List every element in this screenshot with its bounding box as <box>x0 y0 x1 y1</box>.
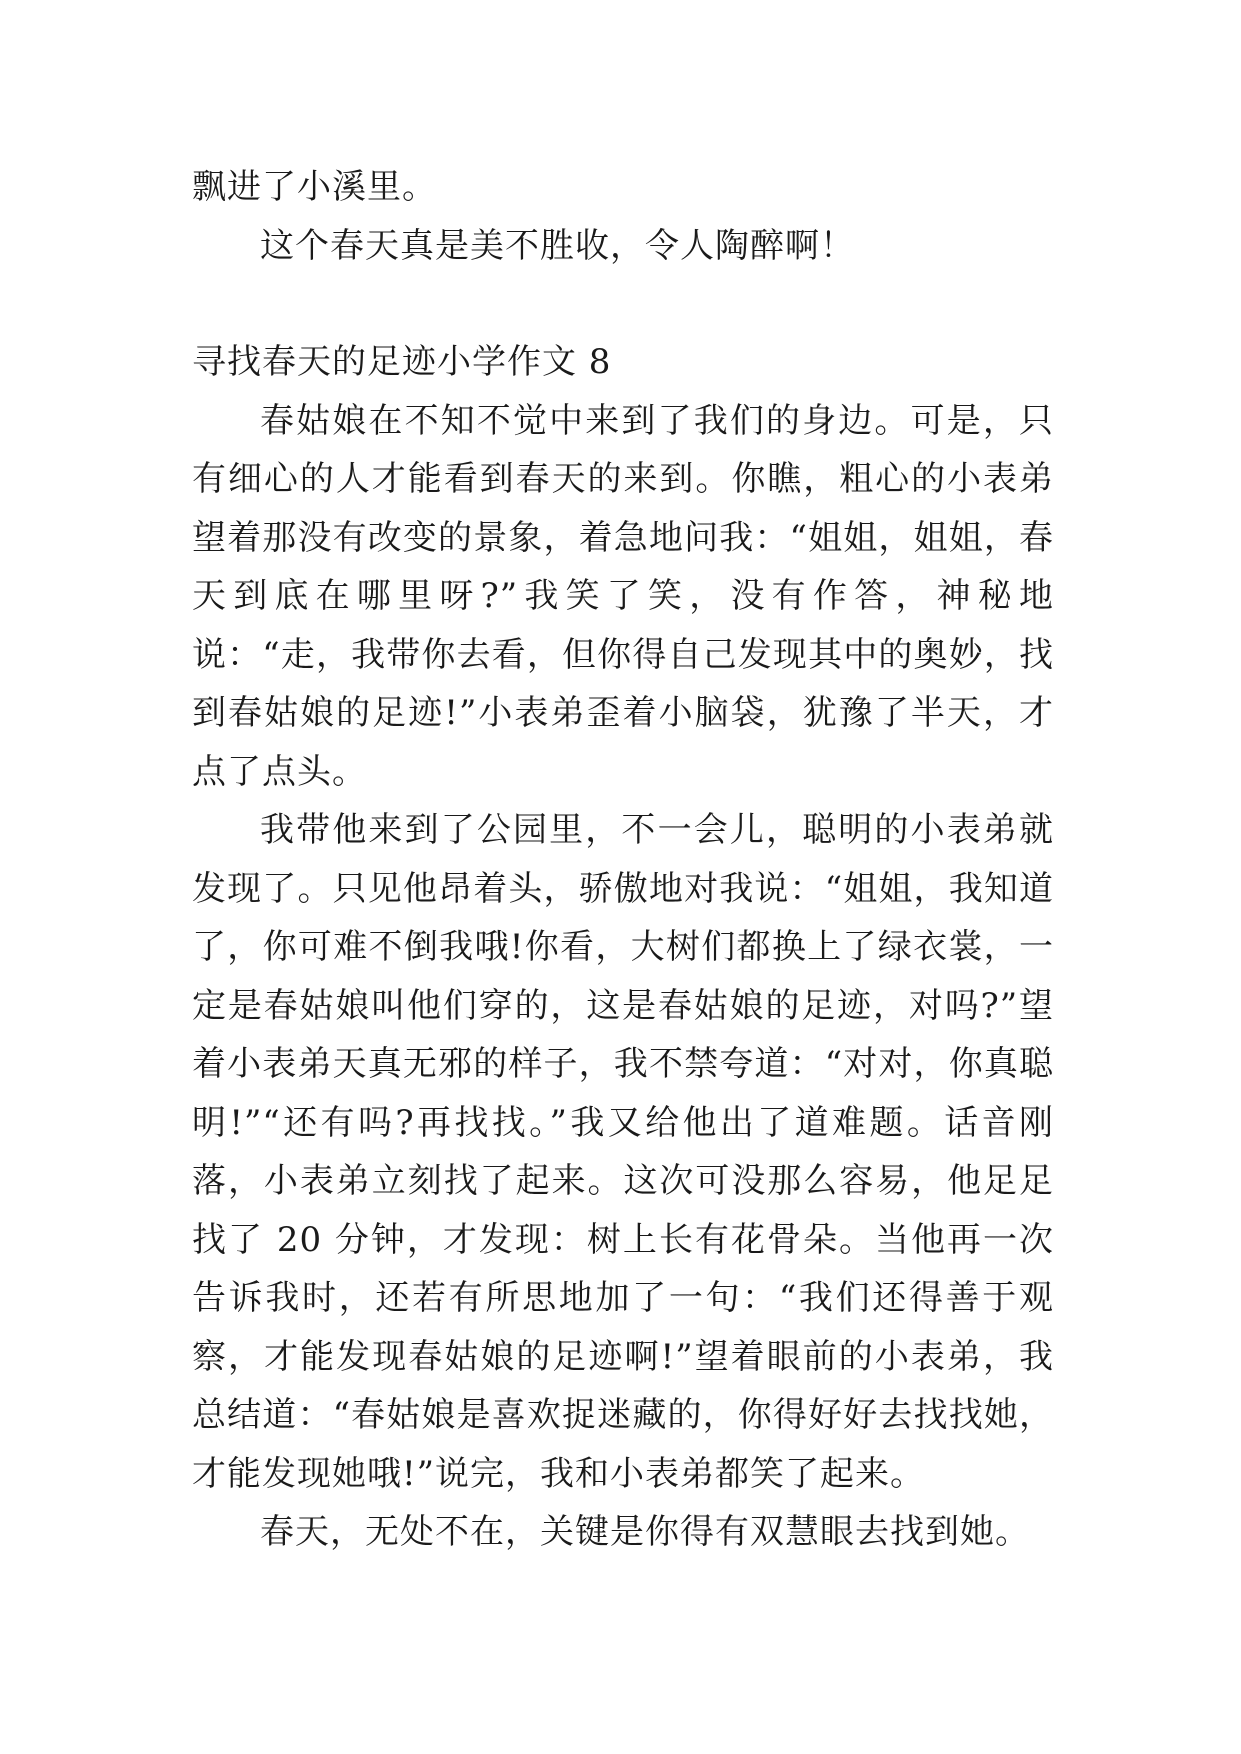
essay-title: 寻找春天的足迹小学作文 8 <box>192 342 612 382</box>
essay-paragraph-2: 我带他来到了公园里，不一会儿，聪明的小表弟就发现了。只见他昂着头，骄傲地对我说：“姐姐，我知道了，你可难不倒我哦!你看，大树们都换上了绿衣裳，一定是春姑娘叫他们穿的，这是春姑娘的足迹，对吗?”望着小表弟天真无邪的样子，我不禁夸道：“对对，你真聪明!”“还有吗?再找找。”我又给他出了道难题。话音刚落，小表弟立刻找了起来。这次可没那么容易，他足足找了 20 分钟，才发现：树上长有花骨朵。当他再一次告诉我时，还若有所思地加了一句：“我们还得善于观察，才能发现春姑娘的足迹啊!”望着眼前的小表弟，我总结道：“春姑娘是喜欢捉迷藏的，你得好好去找找她，才能发现她哦!”说完，我和小表弟都笑了起来。 <box>192 810 1054 1494</box>
essay-paragraph-3: 春天，无处不在，关键是你得有双慧眼去找到她。 <box>260 1512 1030 1552</box>
document-body <box>192 158 1054 1562</box>
closing-paragraph: 这个春天真是美不胜收，令人陶醉啊！ <box>260 225 855 266</box>
continuation-paragraph: 飘进了小溪里。 <box>192 167 437 207</box>
essay-paragraph-1: 春姑娘在不知不觉中来到了我们的身边。可是，只有细心的人才能看到春天的来到。你瞧，粗心的小表弟望着那没有改变的景象，着急地问我：“姐姐，姐姐，春天到底在哪里呀?”我笑了笑，没有作答，神秘地说：“走，我带你去看，但你得自己发现其中的奥妙，找到春姑娘的足迹!”小表弟歪着小脑袋，犹豫了半天，才点了点头。 <box>192 400 1054 792</box>
